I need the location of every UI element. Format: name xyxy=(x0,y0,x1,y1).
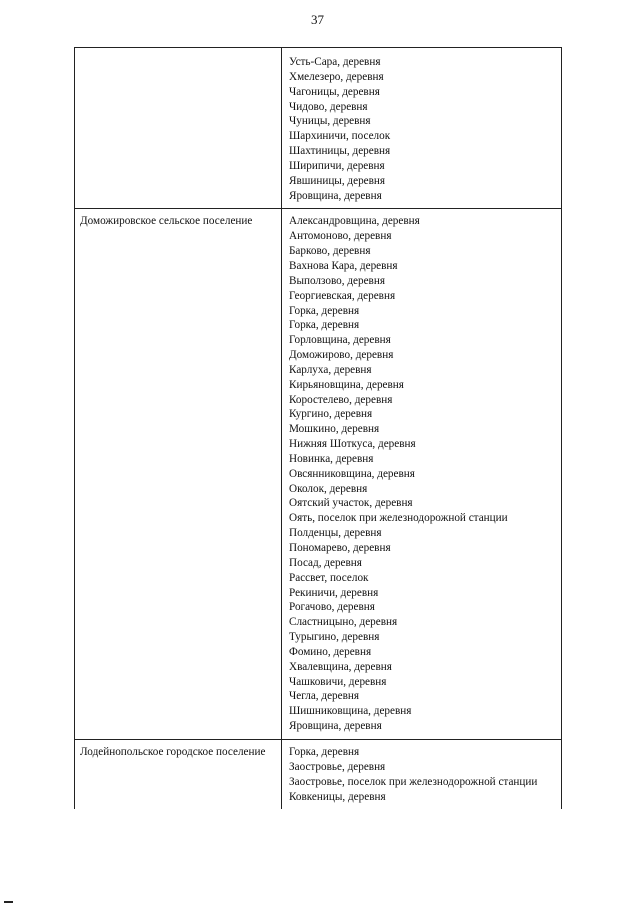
municipality-name-cell: Доможировское сельское поселение xyxy=(75,209,282,740)
settlements-table-body xyxy=(75,48,562,810)
locality-item: Яровщина, деревня xyxy=(289,720,382,733)
locality-item: Чагоницы, деревня xyxy=(289,85,380,98)
locality-item: Посад, деревня xyxy=(289,556,362,569)
locality-item: Мошкино, деревня xyxy=(289,423,380,436)
locality-item: Сластницыно, деревня xyxy=(289,616,398,629)
locality-item: Хвалевщина, деревня xyxy=(289,660,392,673)
settlement-row xyxy=(75,209,562,740)
locality-list-cell xyxy=(282,739,562,809)
locality-item: Усть-Сара, деревня xyxy=(289,56,381,68)
locality-item: Доможирово, деревня xyxy=(289,349,394,362)
locality-item: Нижняя Шоткуса, деревня xyxy=(289,438,416,451)
municipality-name-cell: Лодейнопольское городское поселение xyxy=(75,739,282,809)
scan-corner-mark xyxy=(4,901,13,903)
locality-item: Чашковичи, деревня xyxy=(289,675,387,688)
locality-item: Кургино, деревня xyxy=(289,408,373,421)
locality-item: Пономарево, деревня xyxy=(289,542,391,554)
locality-item: Кирьяновщина, деревня xyxy=(289,378,404,391)
locality-item: Оять, поселок при железнодорожной станции xyxy=(289,512,508,525)
locality-item: Полденцы, деревня xyxy=(289,527,382,540)
locality-item: Фомино, деревня xyxy=(289,645,372,658)
locality-item: Явшиницы, деревня xyxy=(289,174,386,187)
locality-item: Шархиничи, поселок xyxy=(289,130,391,143)
locality-item: Горка, деревня xyxy=(289,319,360,332)
settlement-row xyxy=(75,48,562,209)
locality-item: Антомоново, деревня xyxy=(289,230,392,243)
locality-item: Горка, деревня xyxy=(289,304,360,317)
locality-item: Яровщина, деревня xyxy=(289,189,382,202)
settlements-table xyxy=(74,47,562,809)
locality-list-cell xyxy=(282,209,562,740)
locality-item: Ширипичи, деревня xyxy=(289,159,385,172)
locality-item: Чегла, деревня xyxy=(289,690,360,703)
locality-list-cell xyxy=(282,48,562,209)
locality-item: Новинка, деревня xyxy=(289,452,374,465)
locality-item: Вахнова Кара, деревня xyxy=(289,259,398,272)
locality-item: Овсянниковщина, деревня xyxy=(289,467,415,480)
locality-item: Турыгино, деревня xyxy=(289,631,380,644)
municipality-name-cell xyxy=(75,48,282,209)
locality-item: Чуницы, деревня xyxy=(289,115,371,128)
locality-item: Заостровье, поселок при железнодорожной станции xyxy=(289,775,538,788)
locality-item: Горка, деревня xyxy=(289,745,360,758)
locality-item: Выползово, деревня xyxy=(289,274,385,287)
locality-item: Коростелево, деревня xyxy=(289,393,393,406)
locality-item: Чидово, деревня xyxy=(289,100,368,113)
locality-item: Ковкеницы, деревня xyxy=(289,790,386,803)
locality-item: Рогачово, деревня xyxy=(289,601,375,614)
locality-item: Заостровье, деревня xyxy=(289,760,386,773)
locality-item: Александровщина, деревня xyxy=(289,215,420,228)
locality-item: Георгиевская, деревня xyxy=(289,289,396,302)
locality-item: Шахтиницы, деревня xyxy=(289,145,391,158)
locality-item: Хмелезеро, деревня xyxy=(289,70,384,83)
locality-item: Околок, деревня xyxy=(289,482,368,495)
locality-item: Шишниковщина, деревня xyxy=(289,705,412,718)
locality-item: Рекиничи, деревня xyxy=(289,586,379,599)
locality-item: Оятский участок, деревня xyxy=(289,497,413,510)
settlement-row xyxy=(75,739,562,809)
locality-item: Барково, деревня xyxy=(289,245,371,258)
page-number: 37 xyxy=(311,12,324,27)
locality-item: Рассвет, поселок xyxy=(289,571,369,584)
locality-item: Карлуха, деревня xyxy=(289,363,372,376)
locality-item: Горловщина, деревня xyxy=(289,334,391,347)
